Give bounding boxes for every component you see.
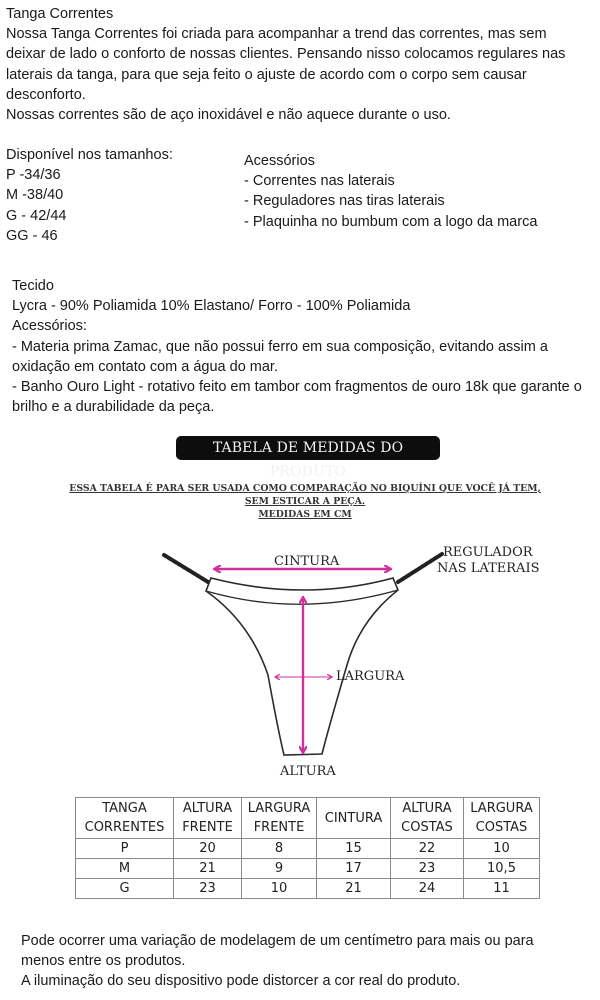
size-table xyxy=(75,797,540,899)
measurement-diagram xyxy=(150,540,550,785)
cell-size: P xyxy=(76,839,174,859)
cell-largura-costas: 11 xyxy=(464,879,540,899)
fabric-line: brilho e a durabilidade da peça. xyxy=(12,399,215,416)
cell-altura-costas: 22 xyxy=(391,839,464,859)
table-header-row xyxy=(76,798,540,839)
description-line: Nossa Tanga Correntes foi criada para acompanhar a trend das correntes, mas sem xyxy=(6,26,547,43)
accessories-heading: Acessórios xyxy=(244,153,315,169)
cell-cintura: 15 xyxy=(317,839,391,859)
fabric-line: oxidação em contato com a água do mar. xyxy=(12,358,278,375)
label-largura: LARGURA xyxy=(336,669,405,684)
cell-altura-frente: 21 xyxy=(174,859,242,879)
label-regulador: REGULADOR xyxy=(443,545,533,560)
disclaimer-line: Pode ocorrer uma variação de modelagem de um centímetro para mais ou para xyxy=(21,933,534,949)
accessory-item: - Reguladores nas tiras laterais xyxy=(244,193,445,210)
cell-largura-frente: 8 xyxy=(242,839,317,859)
cell-largura-costas: 10 xyxy=(464,839,540,859)
fabric-heading: Tecido xyxy=(12,278,54,294)
cell-cintura: 21 xyxy=(317,879,391,899)
description-line: Nossas correntes são de aço inoxidável e não aquece durante o uso. xyxy=(6,107,451,124)
header-altura-costas: ALTURA COSTAS xyxy=(391,798,464,839)
size-chart-title-badge: TABELA DE MEDIDAS DO PRODUTO xyxy=(176,436,440,460)
size-chart-note xyxy=(60,482,550,521)
right-chain-icon xyxy=(398,554,442,582)
note-line: MEDIDAS EM CM xyxy=(258,509,352,520)
size-item: M -38/40 xyxy=(6,187,64,204)
note-line: SEM ESTICAR A PEÇA. xyxy=(244,496,366,507)
cell-altura-frente: 23 xyxy=(174,879,242,899)
description-line: laterais da tanga, para que seja feito o ajuste de acordo com o corpo sem causar xyxy=(6,66,527,83)
cell-altura-frente: 20 xyxy=(174,839,242,859)
cell-altura-costas: 24 xyxy=(391,879,464,899)
product-title: Tanga Correntes xyxy=(6,6,114,22)
accessories-list xyxy=(244,151,594,232)
cell-cintura: 17 xyxy=(317,859,391,879)
table-row xyxy=(76,859,540,879)
sizes-heading: Disponível nos tamanhos: xyxy=(6,147,173,163)
label-altura: ALTURA xyxy=(280,764,336,779)
accessory-item: - Correntes nas laterais xyxy=(244,173,395,190)
cell-size: G xyxy=(76,879,174,899)
fabric-line: Lycra - 90% Poliamida 10% Elastano/ Forro - 100% Poliamida xyxy=(12,298,411,315)
fabric-details xyxy=(12,276,597,417)
description-line: deixar de lado o conforto de nossas clientes. Pensando nisso colocamos regulares nas xyxy=(6,46,566,63)
header-altura-frente: ALTURA FRENTE xyxy=(174,798,242,839)
header-largura-costas: LARGURA COSTAS xyxy=(464,798,540,839)
description-line: desconforto. xyxy=(6,86,86,103)
footer-disclaimer xyxy=(21,931,596,992)
fabric-line: - Materia prima Zamac, que não possui ferro em sua composição, evitando assim a xyxy=(12,338,548,355)
fabric-line: - Banho Ouro Light - rotativo feito em tambor com fragmentos de ouro 18k que garante o xyxy=(12,379,582,396)
note-line: ESSA TABELA É PARA SER USADA COMO COMPARAÇÃO NO BIQUÍNI QUE VOCÊ JÁ TEM, xyxy=(69,483,541,494)
size-item: GG - 46 xyxy=(6,227,58,244)
cell-largura-frente: 9 xyxy=(242,859,317,879)
cell-largura-frente: 10 xyxy=(242,879,317,899)
label-cintura: CINTURA xyxy=(274,554,340,569)
cell-size: M xyxy=(76,859,174,879)
table-row xyxy=(76,879,540,899)
disclaimer-line: menos entre os produtos. xyxy=(21,953,186,970)
table-row xyxy=(76,839,540,859)
left-chain-icon xyxy=(164,555,208,582)
cell-altura-costas: 23 xyxy=(391,859,464,879)
size-item: P -34/36 xyxy=(6,167,61,184)
label-nas-laterais: NAS LATERAIS xyxy=(437,561,540,576)
header-cintura: CINTURA xyxy=(317,798,391,839)
cell-largura-costas: 10,5 xyxy=(464,859,540,879)
fabric-accessories-heading: Acessórios: xyxy=(12,318,87,335)
disclaimer-line: A iluminação do seu dispositivo pode distorcer a cor real do produto. xyxy=(21,973,461,990)
header-tanga-correntes: TANGA CORRENTES xyxy=(76,798,174,839)
available-sizes xyxy=(6,145,226,246)
accessory-item: - Plaquinha no bumbum com a logo da marca xyxy=(244,213,538,230)
header-largura-frente: LARGURA FRENTE xyxy=(242,798,317,839)
size-item: G - 42/44 xyxy=(6,207,67,224)
product-description-block xyxy=(6,4,591,125)
